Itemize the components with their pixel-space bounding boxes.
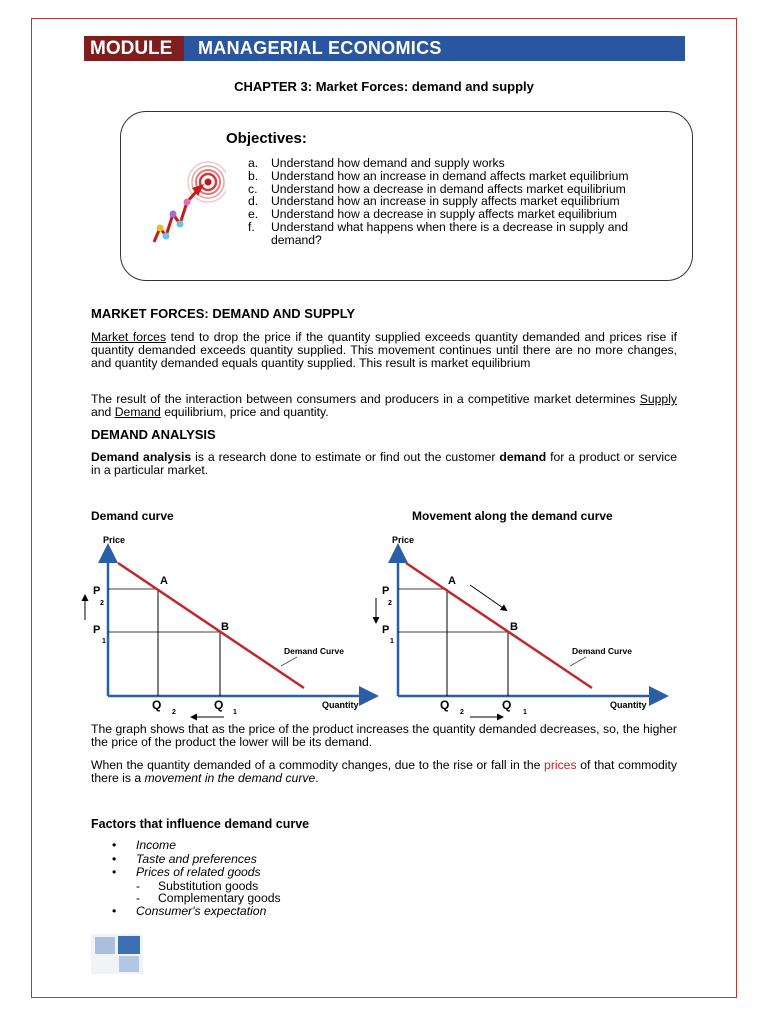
list-item: - Complementary goods	[136, 891, 281, 906]
svg-text:Q: Q	[502, 698, 512, 712]
objective-item: d. Understand how an increase in supply affects market equilibrium	[248, 194, 620, 209]
demand-link[interactable]: Demand	[114, 404, 161, 419]
demand-analysis-heading: DEMAND ANALYSIS	[91, 427, 216, 442]
demand-line	[118, 563, 304, 688]
svg-text:2: 2	[460, 709, 464, 716]
demand-curve-label: Demand Curve	[572, 646, 632, 656]
market-forces-paragraph: Market forces tend to drop the price if the quantity supplied exceeds quantity demanded and prices rise if quantity demanded exceeds quantity supplied. This movement continues until there are no more changes, and quantity demanded equals quantity supplied. This result is market equilibrium	[91, 330, 677, 370]
market-forces-link[interactable]: Market forces	[91, 330, 167, 344]
svg-text:P: P	[93, 624, 101, 636]
list-item: - Substitution goods	[136, 878, 259, 893]
module-banner	[84, 36, 685, 61]
objective-item: a. Understand how demand and supply works	[248, 156, 505, 170]
factors-list	[112, 839, 281, 919]
section-title: MARKET FORCES: DEMAND AND SUPPLY	[91, 306, 356, 321]
list-item: • Prices of related goods - Substitution goods - Complementary goods	[112, 865, 281, 906]
point-a: A	[160, 575, 168, 587]
svg-text:1: 1	[233, 709, 237, 716]
list-item: • Taste and preferences	[112, 851, 257, 866]
objective-item: b. Understand how an increase in demand affects market equilibrium	[248, 168, 629, 183]
objectives-title: Objectives:	[226, 130, 307, 147]
graph-explanation: The graph shows that as the price of the product increases the quantity demanded decreases, so, the higher the price of the product the lower will be its demand.	[91, 722, 677, 749]
demand-curve-label: Demand Curve	[284, 646, 344, 656]
price-axis-label: Price	[392, 535, 415, 545]
svg-text:1: 1	[102, 638, 106, 645]
objectives-list	[248, 157, 681, 247]
demand-curve-title: Demand curve	[91, 509, 174, 523]
svg-text:P: P	[382, 624, 390, 636]
movement-arrow	[470, 585, 506, 610]
svg-text:P: P	[93, 585, 101, 597]
related-goods-sublist	[136, 880, 281, 906]
svg-text:2: 2	[100, 600, 104, 607]
svg-text:1: 1	[390, 638, 394, 645]
supply-link[interactable]: Supply	[639, 392, 677, 406]
module-title: MANAGERIAL ECONOMICS	[198, 38, 442, 58]
demand-analysis-paragraph: Demand analysis is a research done to estimate or find out the customer demand for a product or service in a particular market.	[91, 450, 677, 477]
demand-curve-chart	[76, 530, 386, 725]
point-b: B	[221, 621, 229, 633]
factors-heading: Factors that influence demand curve	[91, 817, 310, 831]
module-label: MODULE	[84, 36, 184, 61]
chapter-title: CHAPTER 3: Market Forces: demand and supply	[234, 79, 534, 94]
svg-text:P: P	[382, 585, 390, 597]
point-b: B	[510, 621, 518, 633]
svg-text:Q: Q	[440, 698, 450, 712]
movement-paragraph: When the quantity demanded of a commodity changes, due to the rise or fall in the prices of that commodity there is a movement in the demand curve.	[91, 758, 677, 785]
point-a: A	[448, 575, 456, 587]
growth-target-icon	[146, 150, 226, 250]
price-axis-label: Price	[103, 535, 126, 545]
svg-text:2: 2	[172, 709, 176, 716]
objective-item: f. Understand what happens when there is a decrease in supply and demand?	[248, 219, 629, 247]
demand-line	[406, 563, 592, 688]
list-item: • Consumer's expectation	[112, 904, 267, 919]
movement-curve-chart	[366, 530, 676, 725]
list-item: • Income	[112, 838, 176, 852]
objective-item: c. Understand how a decrease in demand affects market equilibrium	[248, 181, 626, 196]
svg-text:Q: Q	[214, 698, 224, 712]
quantity-axis-label: Quantity	[610, 700, 647, 710]
movement-curve-title: Movement along the demand curve	[412, 509, 613, 523]
svg-text:2: 2	[388, 600, 392, 607]
interaction-paragraph: The result of the interaction between consumers and producers in a competitive market determines Supply and Demand equilibrium, price and quantity.	[91, 392, 677, 419]
quantity-axis-label: Quantity	[322, 700, 359, 710]
svg-text:1: 1	[523, 709, 527, 716]
objective-item: e. Understand how a decrease in supply affects market equilibrium	[248, 207, 617, 222]
svg-text:Q: Q	[152, 698, 162, 712]
